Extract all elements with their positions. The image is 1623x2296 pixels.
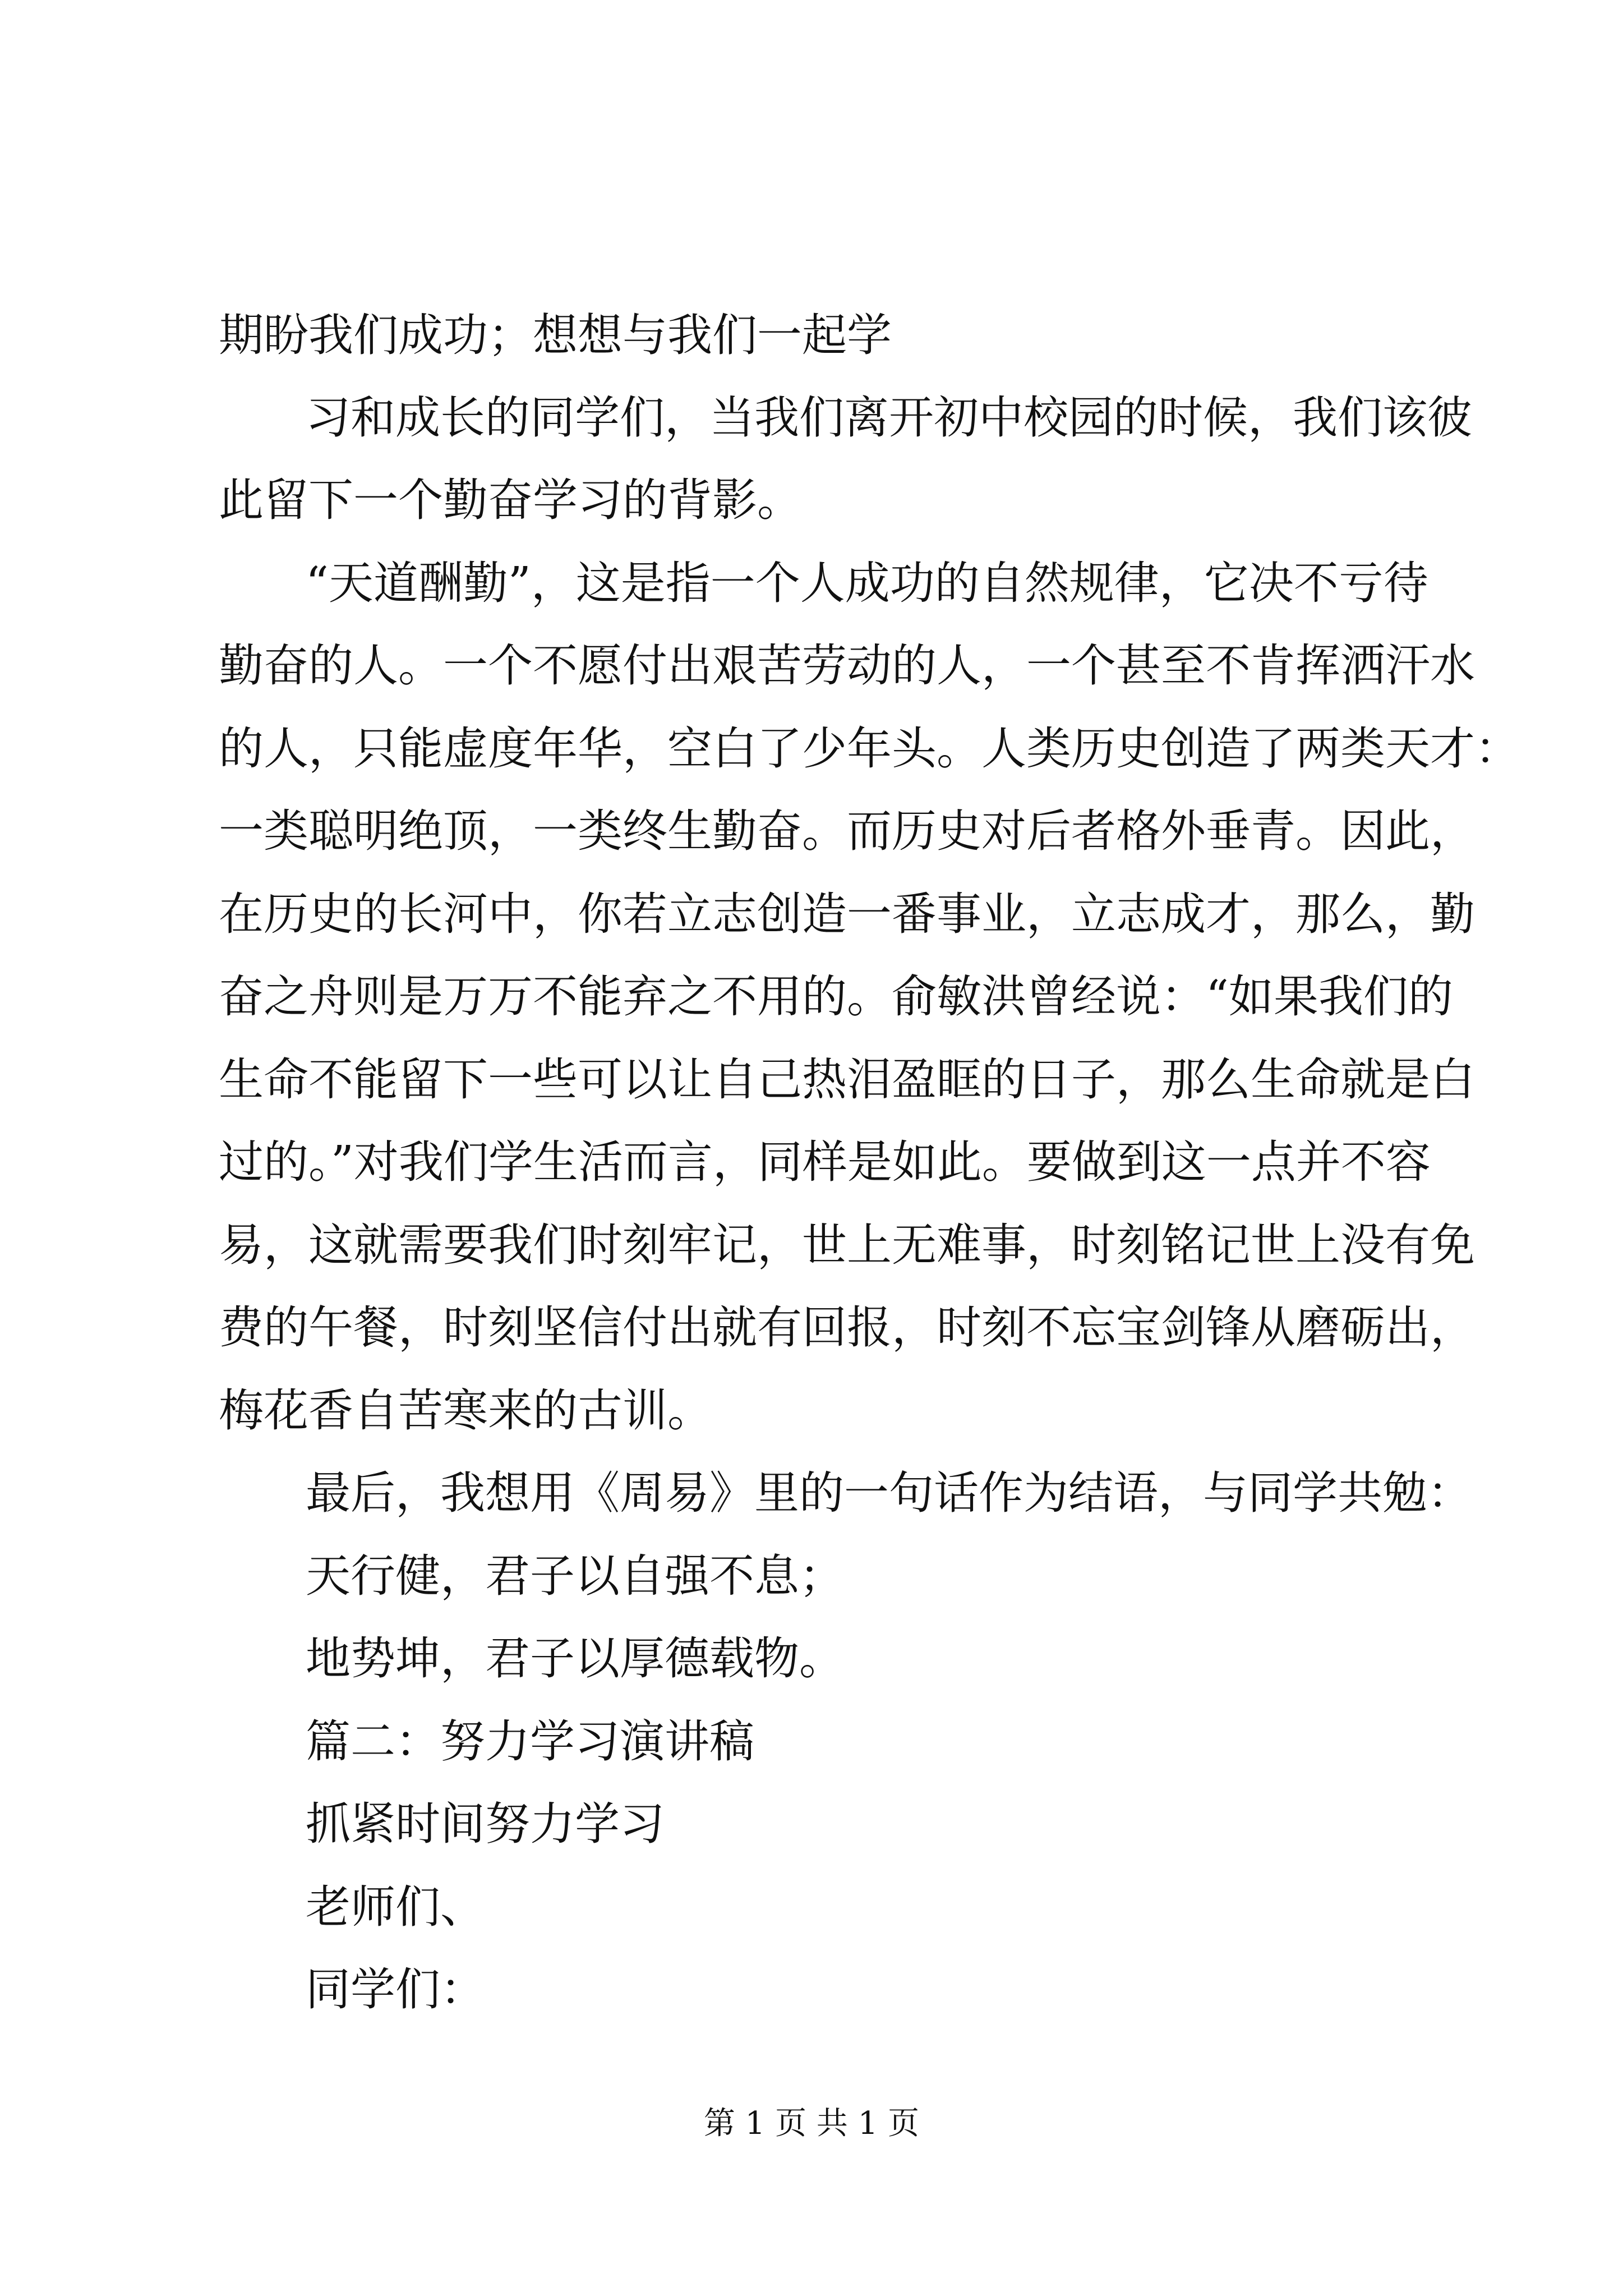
text-line: “天道酬勤”，这是指一个人成功的自然规律，它决不亏待: [306, 557, 1428, 609]
text-line: 过的。”对我们学生活而言，同样是如此。要做到这一点并不容: [219, 1136, 1431, 1188]
text-line: 习和成长的同学们，当我们离开初中校园的时候，我们该彼: [306, 392, 1472, 444]
text-line: 一类聪明绝顶，一类终生勤奋。而历史对后者格外垂青。因此，: [219, 805, 1475, 857]
salutation: 老师们、: [306, 1881, 485, 1933]
salutation: 同学们：: [306, 1963, 485, 2016]
text-line: 梅花香自苦寒来的古训。: [219, 1384, 712, 1437]
text-line: 易，这就需要我们时刻牢记，世上无难事，时刻铭记世上没有免: [219, 1219, 1475, 1271]
section-heading: 篇二：努力学习演讲稿: [306, 1715, 754, 1768]
text-line: 天行健，君子以自强不息；: [306, 1550, 844, 1602]
text-line: 期盼我们成功；想想与我们一起学: [219, 309, 892, 361]
text-line: 此留下一个勤奋学习的背影。: [219, 474, 802, 526]
text-line: 生命不能留下一些可以让自己热泪盈眶的日子，那么生命就是白: [219, 1053, 1475, 1106]
text-line: 奋之舟则是万万不能弃之不用的。俞敏洪曾经说：“如果我们的: [219, 970, 1453, 1023]
text-line: 的人，只能虚度年华，空白了少年头。人类历史创造了两类天才：: [219, 723, 1520, 775]
text-line: 地势坤，君子以厚德载物。: [306, 1632, 844, 1685]
text-line: 最后，我想用《周易》里的一句话作为结语，与同学共勉：: [306, 1467, 1472, 1519]
speech-title: 抓紧时间努力学习: [306, 1798, 665, 1850]
page-number-footer: 第 1 页 共 1 页: [703, 2105, 920, 2142]
text-line: 勤奋的人。一个不愿付出艰苦劳动的人，一个甚至不肯挥洒汗水: [219, 639, 1475, 692]
text-line: 费的午餐，时刻坚信付出就有回报，时刻不忘宝剑锋从磨砺出，: [219, 1301, 1475, 1354]
text-line: 在历史的长河中，你若立志创造一番事业，立志成才，那么，勤: [219, 888, 1475, 940]
